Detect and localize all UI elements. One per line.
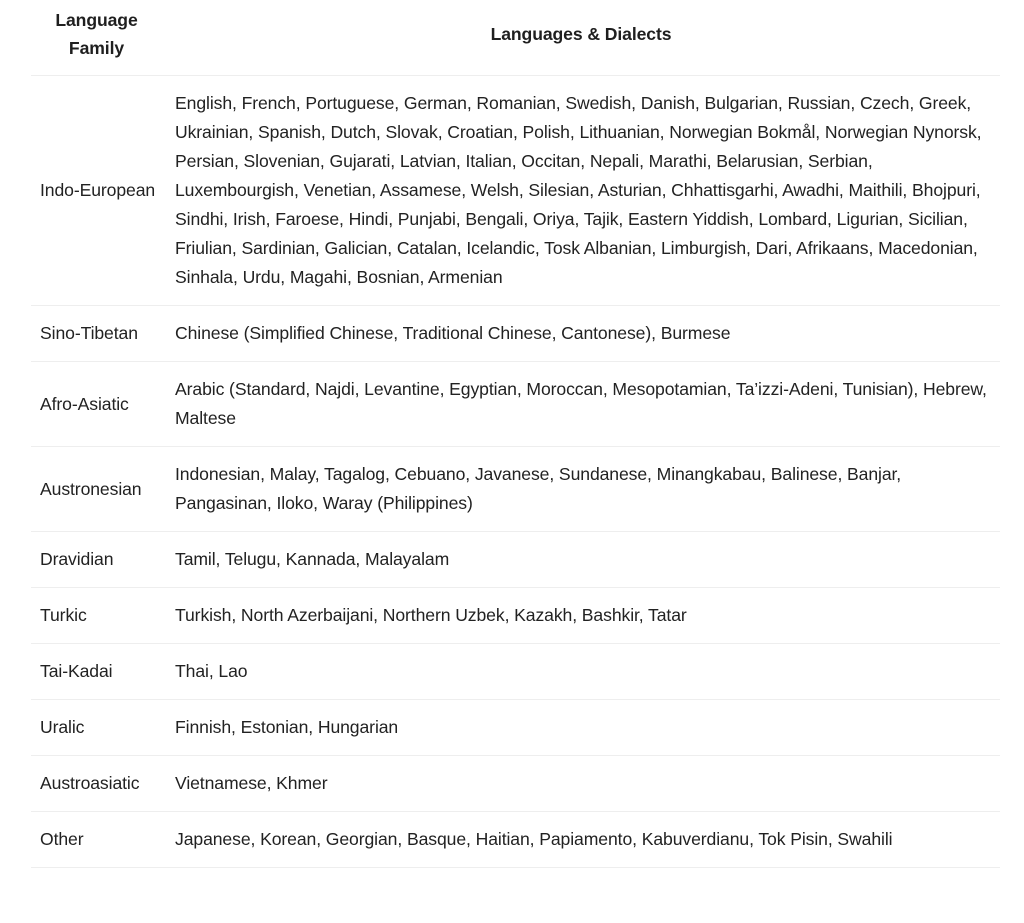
family-cell: Uralic	[31, 700, 162, 756]
languages-cell: Japanese, Korean, Georgian, Basque, Haitian, Papiamento, Kabuverdianu, Tok Pisin, Swahili	[162, 812, 1000, 868]
column-header-languages: Languages & Dialects	[162, 0, 1000, 76]
languages-cell: Finnish, Estonian, Hungarian	[162, 700, 1000, 756]
family-cell: Sino-Tibetan	[31, 306, 162, 362]
family-cell: Other	[31, 812, 162, 868]
table-row	[31, 447, 1000, 532]
family-cell: Afro-Asiatic	[31, 362, 162, 447]
table-row	[31, 362, 1000, 447]
family-cell: Indo-European	[31, 76, 162, 306]
table-row	[31, 812, 1000, 868]
column-header-family: Language Family	[31, 0, 162, 76]
table-row	[31, 756, 1000, 812]
languages-cell: Arabic (Standard, Najdi, Levantine, Egyptian, Moroccan, Mesopotamian, Ta’izzi-Adeni, Tunisian), Hebrew, Maltese	[162, 362, 1000, 447]
table-row	[31, 644, 1000, 700]
table-row	[31, 700, 1000, 756]
family-cell: Austroasiatic	[31, 756, 162, 812]
languages-cell: Thai, Lao	[162, 644, 1000, 700]
language-families-table	[31, 0, 1000, 868]
table-row	[31, 306, 1000, 362]
family-cell: Austronesian	[31, 447, 162, 532]
family-cell: Tai-Kadai	[31, 644, 162, 700]
languages-cell: Indonesian, Malay, Tagalog, Cebuano, Javanese, Sundanese, Minangkabau, Balinese, Banjar, Pangasinan, Iloko, Waray (Philippines)	[162, 447, 1000, 532]
family-cell: Turkic	[31, 588, 162, 644]
languages-cell: Tamil, Telugu, Kannada, Malayalam	[162, 532, 1000, 588]
table-row	[31, 588, 1000, 644]
table-header-row	[31, 0, 1000, 76]
languages-cell: English, French, Portuguese, German, Romanian, Swedish, Danish, Bulgarian, Russian, Czech, Greek, Ukrainian, Spanish, Dutch, Slovak, Croatian, Polish, Lithuanian, Norwegian Bokmål, Norwegian Nynorsk, Persian, Slovenian, Gujarati, Latvian, Italian, Occitan, Nepali, Marathi, Belarusian, Serbian, Luxembourgish, Venetian, Assamese, Welsh, Silesian, Asturian, Chhattisgarhi, Awadhi, Maithili, Bhojpuri, Sindhi, Irish, Faroese, Hindi, Punjabi, Bengali, Oriya, Tajik, Eastern Yiddish, Lombard, Ligurian, Sicilian, Friulian, Sardinian, Galician, Catalan, Icelandic, Tosk Albanian, Limburgish, Dari, Afrikaans, Macedonian, Sinhala, Urdu, Magahi, Bosnian, Armenian	[162, 76, 1000, 306]
table-row	[31, 532, 1000, 588]
languages-cell: Turkish, North Azerbaijani, Northern Uzbek, Kazakh, Bashkir, Tatar	[162, 588, 1000, 644]
family-cell: Dravidian	[31, 532, 162, 588]
table-row	[31, 76, 1000, 306]
languages-cell: Chinese (Simplified Chinese, Traditional Chinese, Cantonese), Burmese	[162, 306, 1000, 362]
languages-cell: Vietnamese, Khmer	[162, 756, 1000, 812]
